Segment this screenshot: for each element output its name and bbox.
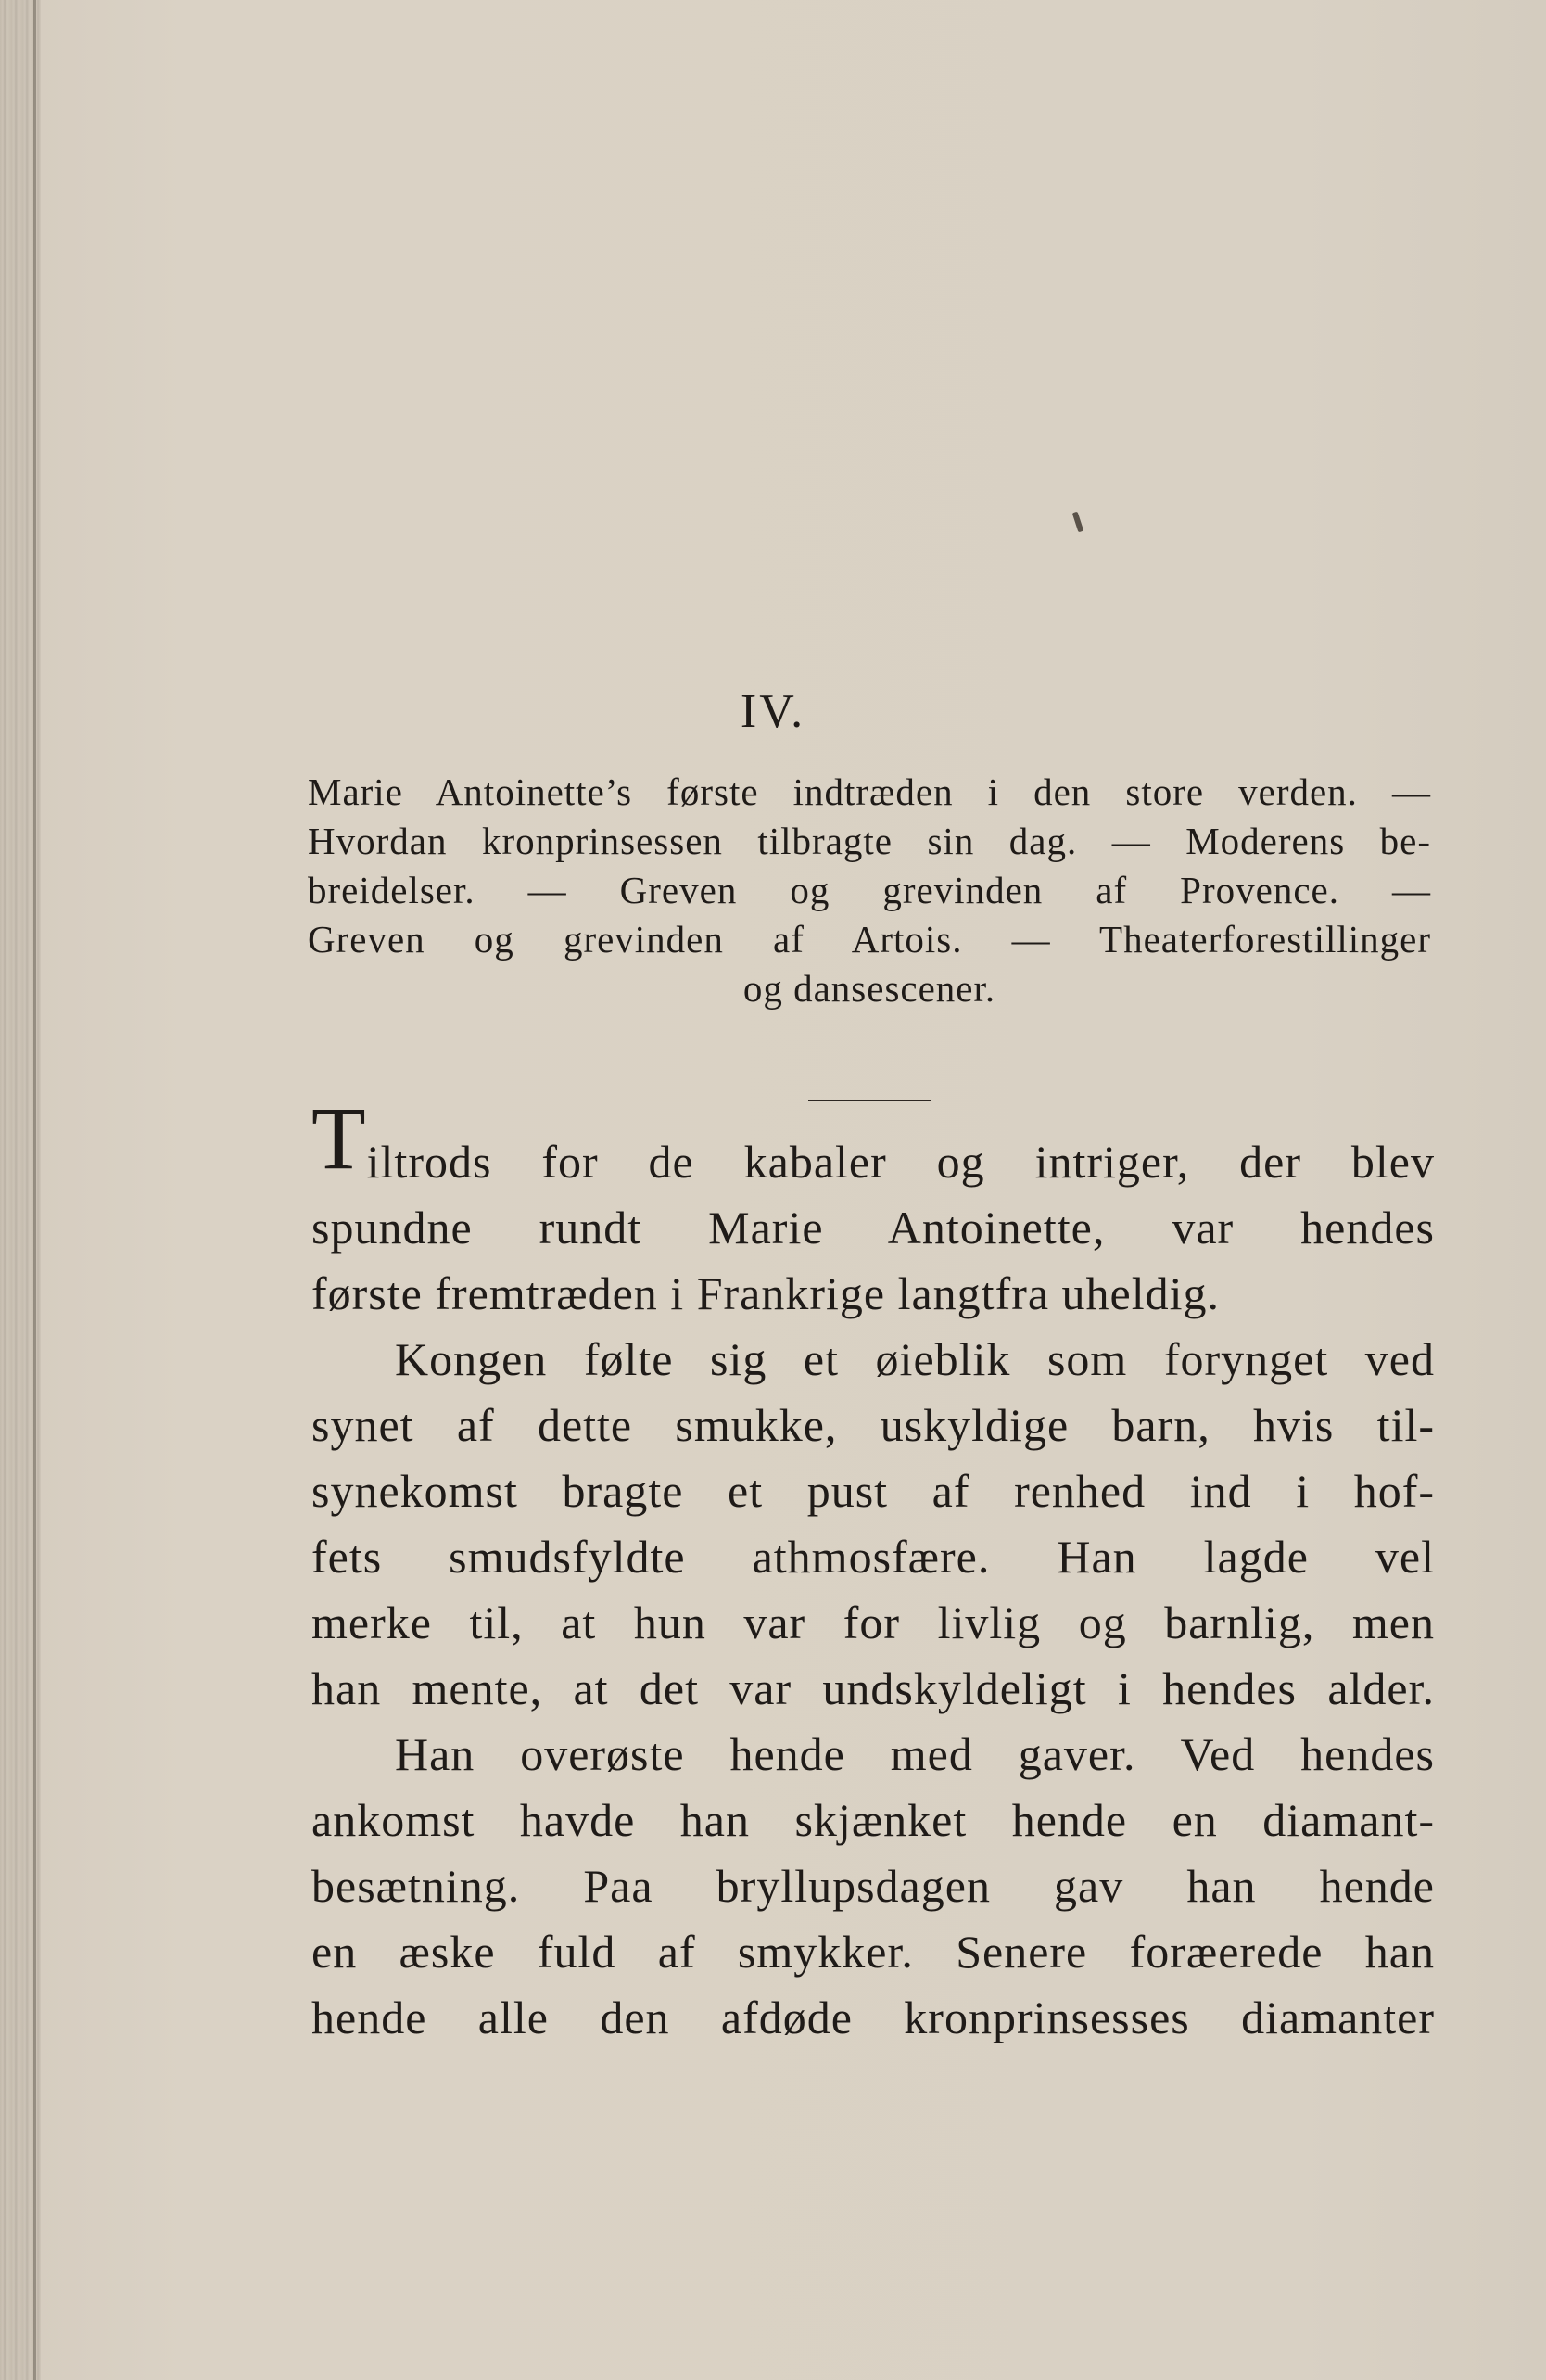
body-line: ankomst havde han skjænket hende en diamant-: [311, 1794, 1435, 1846]
summary-line: Hvordan kronprinsessen tilbragte sin dag. — Moderens be-: [308, 820, 1431, 862]
summary-line: og dansescener.: [742, 967, 996, 1010]
drop-cap: T: [311, 1088, 367, 1188]
section-divider: [808, 1100, 931, 1101]
body-line: Han overøste hende med gaver. Ved hendes: [395, 1728, 1435, 1780]
body-line: han mente, at det var undskyldeligt i hendes alder.: [311, 1662, 1435, 1714]
body-line: besætning. Paa bryllupsdagen gav han hende: [311, 1860, 1435, 1912]
body-line: synet af dette smukke, uskyldige barn, hvis til-: [311, 1399, 1435, 1451]
body-line: Kongen følte sig et øieblik som forynget ved: [395, 1333, 1435, 1385]
body-text: [311, 1088, 1435, 2051]
summary-line: Marie Antoinette’s første indtræden i den store verden. —: [308, 770, 1431, 813]
body-line: fets smudsfyldte athmosfære. Han lagde vel: [311, 1531, 1435, 1583]
body-line: en æske fuld af smykker. Senere foræerede han: [311, 1926, 1435, 1978]
body-line: merke til, at hun var for livlig og barnlig, men: [311, 1597, 1435, 1648]
body-line: første fremtræden i Frankrige langtfra uheldig.: [311, 1267, 1221, 1319]
body-line: synekomst bragte et pust af renhed ind i hof-: [311, 1465, 1435, 1517]
spine-line: [33, 0, 36, 2380]
chapter-summary: [308, 768, 1431, 1013]
chapter-number: IV.: [740, 685, 806, 738]
summary-line: Greven og grevinden af Artois. — Theaterforestillinger: [308, 918, 1431, 961]
body-line: spundne rundt Marie Antoinette, var hendes: [311, 1202, 1435, 1254]
summary-line: breidelser. — Greven og grevinden af Provence. —: [308, 869, 1431, 911]
ink-speck: [1072, 512, 1084, 533]
body-line: hende alle den afdøde kronprinsesses diamanter: [311, 1992, 1435, 2043]
first-line-text: iltrods for de kabaler og intriger, der blev: [366, 1136, 1435, 1188]
body-line-first: [311, 1088, 1435, 1195]
